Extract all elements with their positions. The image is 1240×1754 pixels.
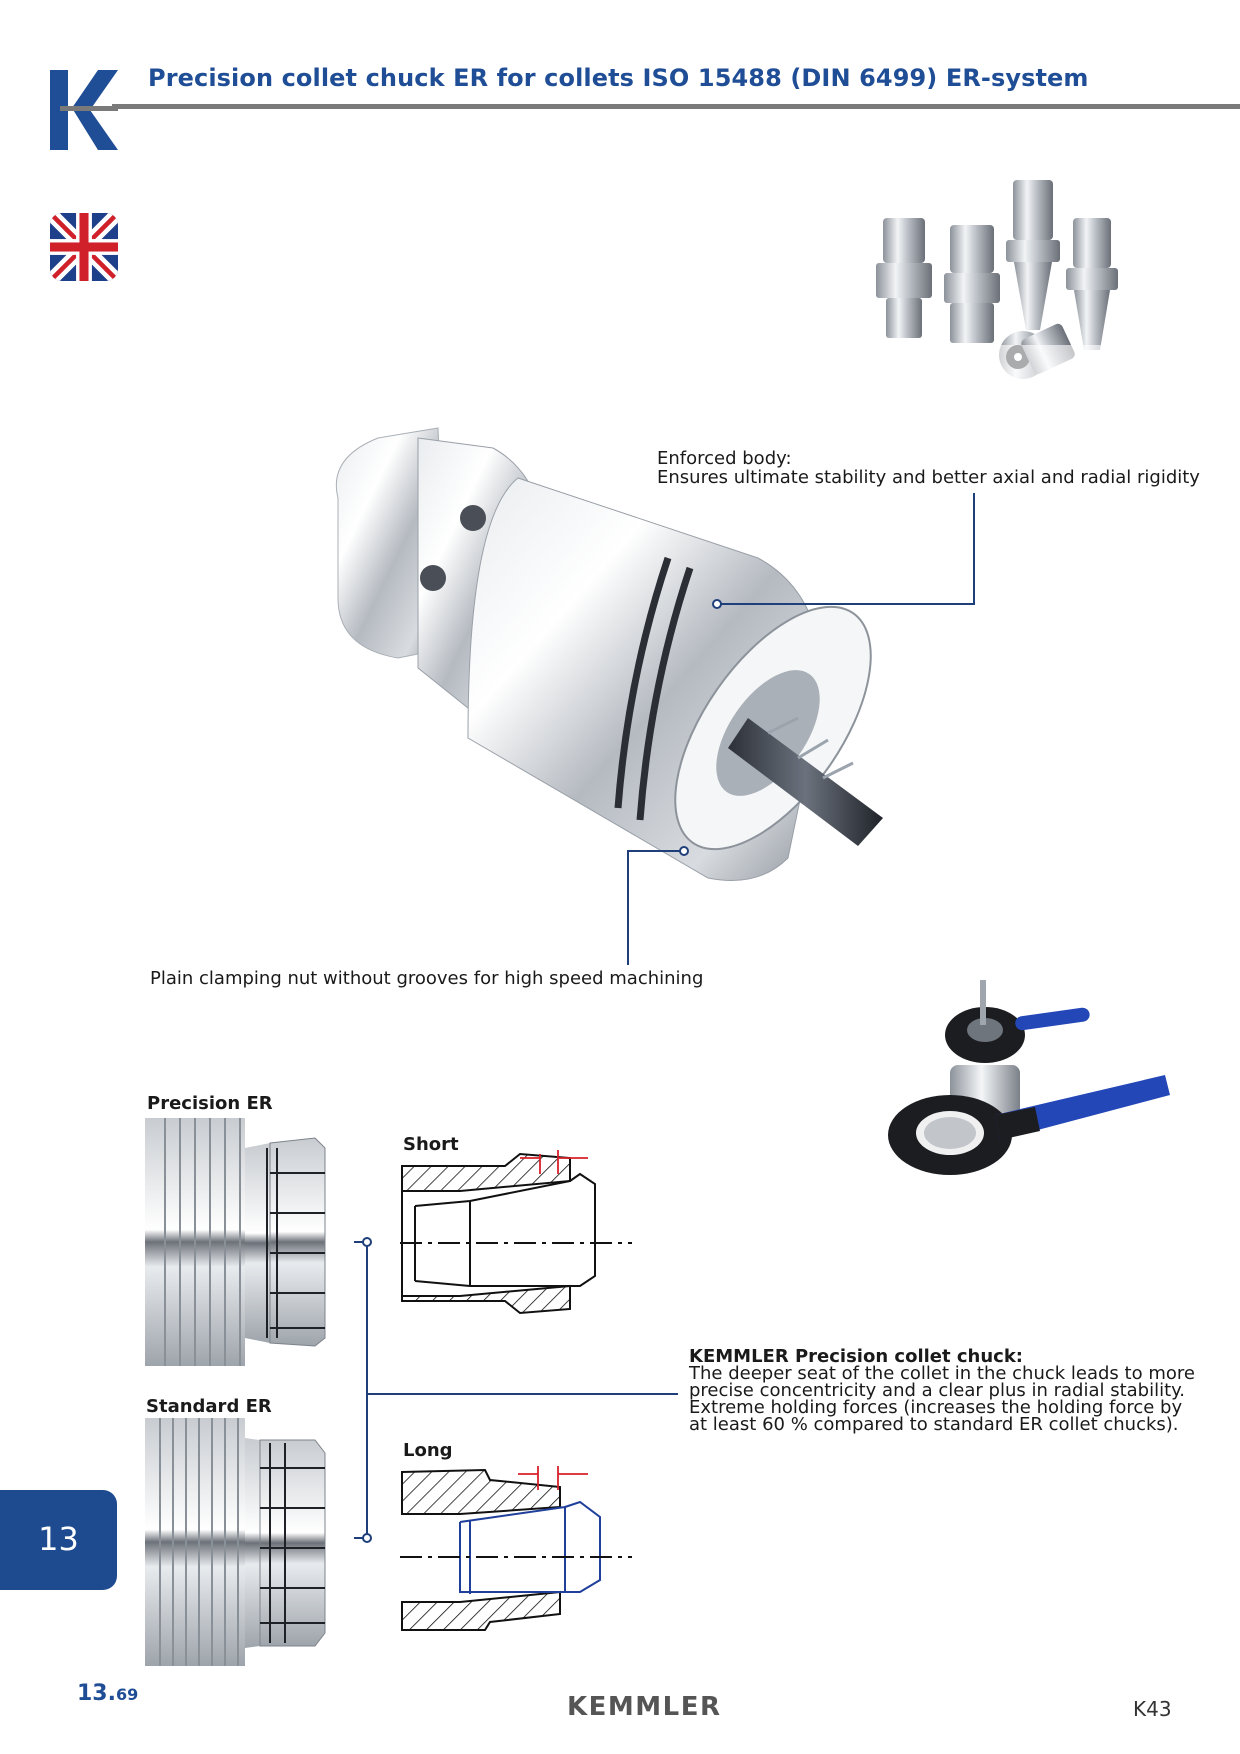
product-family-photo	[858, 170, 1158, 440]
kemmler-k-logo	[50, 70, 118, 150]
page-title: Precision collet chuck ER for collets ISO 15488 (DIN 6499) ER-system	[148, 64, 1089, 92]
wrench-set-photo	[875, 975, 1175, 1190]
brand-footer: KEMMLER	[567, 1692, 722, 1722]
long-label: Long	[403, 1440, 453, 1461]
page-number-minor: 69	[115, 1685, 139, 1704]
description-line: Extreme holding forces (increases the holding force by	[689, 1397, 1183, 1418]
description-heading: KEMMLER Precision collet chuck:	[689, 1346, 1024, 1367]
page-number	[77, 1681, 138, 1706]
enforced-body-title: Enforced body:	[657, 448, 792, 469]
standard-er-photo	[145, 1418, 333, 1666]
description-line: precise concentricity and a clear plus in radial stability.	[689, 1380, 1185, 1401]
description-line: at least 60 % compared to standard ER collet chucks).	[689, 1414, 1179, 1435]
short-section-drawing	[400, 1146, 632, 1324]
header-rule	[112, 104, 1240, 109]
main-chuck-photo	[318, 418, 948, 928]
enforced-body-text: Ensures ultimate stability and better axial and radial rigidity	[657, 467, 1200, 488]
short-label: Short	[403, 1134, 459, 1155]
chapter-number: 13	[38, 1520, 79, 1558]
standard-er-label: Standard ER	[146, 1396, 272, 1417]
catalog-code: K43	[1133, 1697, 1172, 1721]
precision-er-label: Precision ER	[147, 1093, 273, 1114]
enforced-body-callout	[657, 449, 1200, 487]
clamping-nut-callout: Plain clamping nut without grooves for high speed machining	[150, 968, 704, 989]
precision-er-photo	[145, 1118, 333, 1366]
kemmler-description	[689, 1348, 1209, 1433]
uk-flag-icon	[50, 213, 118, 281]
long-section-drawing	[400, 1452, 632, 1642]
description-text	[689, 1365, 1209, 1433]
description-line: The deeper seat of the collet in the chuck leads to more	[689, 1363, 1195, 1384]
page-number-major: 13.	[77, 1681, 116, 1706]
